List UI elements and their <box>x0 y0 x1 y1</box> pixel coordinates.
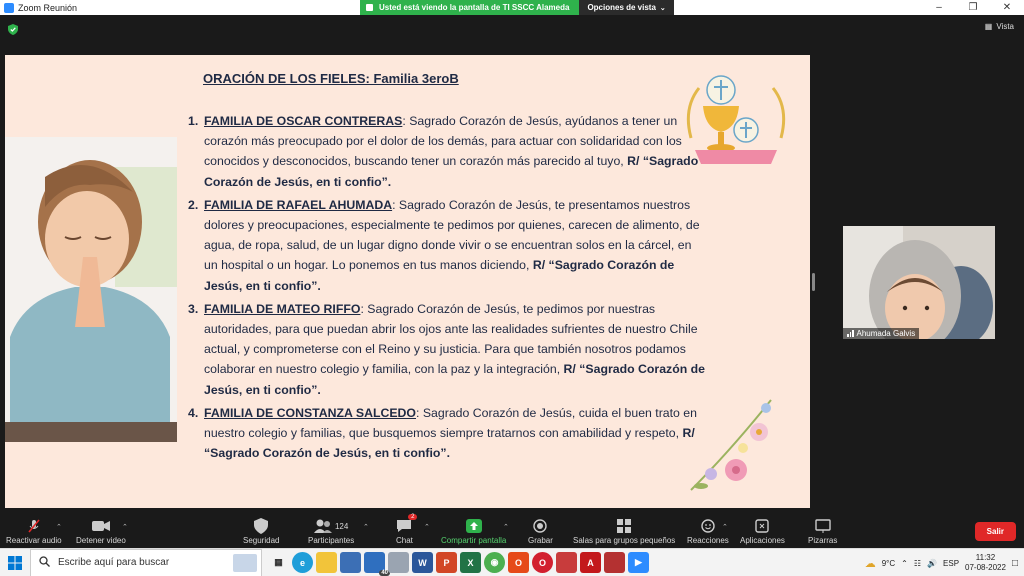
taskbar-search-input[interactable] <box>30 549 262 576</box>
word-icon[interactable]: W <box>412 552 433 573</box>
office-icon[interactable]: O <box>508 552 529 573</box>
unmute-button[interactable] <box>6 517 62 545</box>
prayer-number: 2. <box>188 197 199 212</box>
taskbar-apps <box>268 552 649 576</box>
windows-start-icon[interactable] <box>0 549 30 576</box>
window-title: Zoom Reunión <box>18 2 78 13</box>
prayer-text: Sagrado Corazón de Jesús, ayúdanos a tener un corazón más preocupado por el dolor de los demás, para actuar con solidaridad con los conocidos y desconocidos, buscando tener un corazón más parecido al tuyo, <box>204 114 682 169</box>
apps-icon <box>755 517 769 535</box>
breakout-rooms-label: Salas para grupos pequeños <box>573 536 676 545</box>
excel-icon[interactable]: X <box>460 552 481 573</box>
prayer-number: 1. <box>188 114 199 128</box>
prayer-item <box>188 299 708 400</box>
prayer-number: 4. <box>188 405 199 420</box>
prayer-text: Sagrado Corazón de Jesús, te pedimos por nuestras autoridades, para que puedan abrir los ojos ante las realidades sufrientes de nuestro Chile actual, y comprometerse con el Reino y su justicia. Para que también nosotros podamos colaborar en nuestro colegio y familia, con la paz y la integración, <box>204 301 698 377</box>
chat-options-caret[interactable]: ⌃ <box>424 524 430 531</box>
prayer-item <box>188 111 708 192</box>
apps-label: Aplicaciones <box>740 536 785 545</box>
participant-video <box>843 226 995 339</box>
stop-video-label: Detener video <box>76 536 126 545</box>
prayer-colon: : <box>392 197 396 212</box>
powerpoint-icon[interactable]: P <box>436 552 457 573</box>
search-icon <box>39 556 50 570</box>
share-screen-label: Compartir pantalla <box>441 536 507 545</box>
participants-icon <box>314 517 348 535</box>
task-view-icon[interactable]: ▦ <box>274 557 283 567</box>
video-options-caret[interactable]: ⌃ <box>122 524 128 531</box>
participant-name-tag <box>843 328 919 339</box>
prayer-body <box>204 111 708 192</box>
prayer-number: 3. <box>188 301 199 316</box>
view-button[interactable] <box>985 22 1014 31</box>
video-camera-icon <box>92 517 110 535</box>
prayer-response: R/ “Sagrado Corazón de Jesús, en ti confio”. <box>204 362 705 397</box>
whiteboard-icon <box>815 517 831 535</box>
window-controls <box>922 0 1024 15</box>
prayer-family: FAMILIA DE OSCAR CONTRERAS <box>204 114 403 128</box>
share-status-icon <box>366 4 373 11</box>
flowers-image <box>681 390 786 495</box>
zoom-app-icon <box>4 3 14 13</box>
prayer-response: R/ “Sagrado Corazón de Jesús, en ti confio”. <box>204 154 699 189</box>
close-icon[interactable]: ✕ <box>1002 2 1012 13</box>
prayer-family: FAMILIA DE MATEO RIFFO <box>204 301 361 316</box>
taskbar-clock[interactable] <box>965 553 1006 573</box>
prayer-text: Sagrado Corazón de Jesús, cuida el buen trato en nuestro colegio y familias, que busquemos siempre tratarnos con amabilidad y respeto, <box>204 405 697 441</box>
apps-button[interactable] <box>740 517 785 545</box>
search-highlight-icon <box>233 554 257 572</box>
encryption-shield-icon[interactable] <box>8 24 18 35</box>
view-button-label: Vista <box>996 22 1014 31</box>
participants-label: Participantes <box>308 536 355 545</box>
clock-date: 07-08-2022 <box>965 563 1006 572</box>
share-screen-button[interactable] <box>441 517 506 545</box>
prayer-item <box>188 195 708 296</box>
prayer-family: FAMILIA DE CONSTANZA SALCEDO <box>204 405 417 420</box>
chevron-down-icon: ⌄ <box>659 4 666 12</box>
calendar-icon[interactable] <box>604 552 625 573</box>
unmute-label: Reactivar audio <box>6 536 62 545</box>
record-label: Grabar <box>528 536 553 545</box>
signal-strength-icon <box>847 330 854 337</box>
acrobat-icon[interactable]: A <box>580 552 601 573</box>
whiteboards-label: Pizarras <box>808 536 838 545</box>
prayer-response: R/ “Sagrado Corazón de Jesús, en ti confio”. <box>204 426 695 461</box>
panel-resize-handle[interactable] <box>812 273 815 291</box>
chalice-host-image <box>681 68 791 168</box>
prayer-list <box>188 111 708 466</box>
participant-video-tile[interactable] <box>843 226 995 339</box>
file-explorer-icon[interactable] <box>316 552 337 573</box>
weather-temperature[interactable]: 9°C <box>881 558 896 568</box>
meeting-toolbar <box>0 515 1024 548</box>
audio-options-caret[interactable]: ⌃ <box>56 524 62 531</box>
mail-icon[interactable] <box>364 552 388 576</box>
media-icon[interactable] <box>556 552 577 573</box>
prayer-family: FAMILIA DE RAFAEL AHUMADA <box>204 197 393 212</box>
prayer-item <box>188 403 708 464</box>
minimize-icon[interactable]: – <box>936 2 942 13</box>
prayer-colon: : <box>416 405 420 420</box>
paint-icon[interactable] <box>388 552 409 573</box>
security-button[interactable] <box>243 517 279 545</box>
chat-bubble-icon <box>396 514 415 535</box>
share-screen-icon <box>466 517 482 535</box>
view-options-label: Opciones de vista <box>587 3 656 12</box>
view-options-button[interactable] <box>579 0 673 15</box>
weather-icon: ☁ <box>864 557 876 570</box>
whiteboards-button[interactable] <box>808 517 837 545</box>
search-placeholder: Escribe aquí para buscar <box>58 557 170 568</box>
network-icon[interactable]: ☷ <box>913 558 922 568</box>
reactions-options-caret[interactable]: ⌃ <box>722 524 728 531</box>
share-status-text: Usted está viendo la pantalla de TI SSCC Alameda <box>379 3 570 12</box>
edge-icon[interactable]: e <box>292 552 313 573</box>
mail-unread-badge: 40 <box>381 570 388 576</box>
praying-girl-image <box>5 137 177 442</box>
shield-icon <box>254 517 268 535</box>
leave-button[interactable]: Salir <box>975 522 1016 541</box>
share-options-caret[interactable]: ⌃ <box>503 524 509 531</box>
record-icon <box>533 517 547 535</box>
tray-overflow-icon[interactable]: ⌃ <box>901 558 908 568</box>
chrome-icon[interactable]: ◉ <box>484 552 505 573</box>
chat-button[interactable] <box>396 514 415 545</box>
maximize-icon[interactable]: ❐ <box>968 2 978 13</box>
participants-options-caret[interactable]: ⌃ <box>363 524 369 531</box>
participants-button[interactable] <box>308 517 354 545</box>
prayer-body <box>204 195 708 296</box>
share-status <box>360 0 579 15</box>
notifications-icon[interactable]: □ <box>1011 557 1018 569</box>
microphone-muted-icon <box>26 517 42 535</box>
prayer-colon: : <box>360 301 364 316</box>
record-button[interactable] <box>528 517 553 545</box>
zoom-taskbar-icon[interactable]: ▶ <box>628 552 649 573</box>
slide-title: ORACIÓN DE LOS FIELES: Familia 3eroB <box>203 71 459 86</box>
stop-video-button[interactable] <box>76 517 126 545</box>
clock-time: 11:32 <box>975 553 996 562</box>
prayer-response: R/ “Sagrado Corazón de Jesús, en ti confio”. <box>204 258 675 293</box>
system-tray <box>865 549 1024 576</box>
prayer-body <box>204 299 708 400</box>
prayer-text: Sagrado Corazón de Jesús, te presentamos nuestros dolores y preocupaciones, especialmente te pedimos por quienes, carecen de alimento, de agua, de ropa, salud, de un lugar digno donde vivir o se encuentran solos en la cárcel, en un hospital o un hogar. Lo ponemos en tus manos diciendo, <box>204 197 700 273</box>
screen-share-banner <box>360 0 674 15</box>
breakout-rooms-button[interactable] <box>573 517 675 545</box>
prayer-body <box>204 403 708 464</box>
reactions-button[interactable] <box>687 517 729 545</box>
breakout-rooms-icon <box>617 517 631 535</box>
volume-icon[interactable]: 🔊 <box>927 558 938 568</box>
participants-count: 124 <box>334 521 349 531</box>
grid-view-icon: ▦ <box>984 22 993 31</box>
meeting-area <box>0 15 1024 515</box>
language-indicator[interactable]: ESP <box>943 558 960 568</box>
chat-unread-badge: 2 <box>408 514 417 520</box>
prayer-colon: : <box>402 114 406 128</box>
security-label: Seguridad <box>243 536 280 545</box>
participant-name: Ahumada Galvis <box>856 329 916 338</box>
opera-icon[interactable]: O <box>532 552 553 573</box>
shared-slide <box>5 55 810 508</box>
store-icon[interactable] <box>340 552 361 573</box>
smiley-icon <box>701 517 715 535</box>
reactions-label: Reacciones <box>687 536 729 545</box>
windows-taskbar <box>0 548 1024 576</box>
chat-label: Chat <box>396 536 413 545</box>
